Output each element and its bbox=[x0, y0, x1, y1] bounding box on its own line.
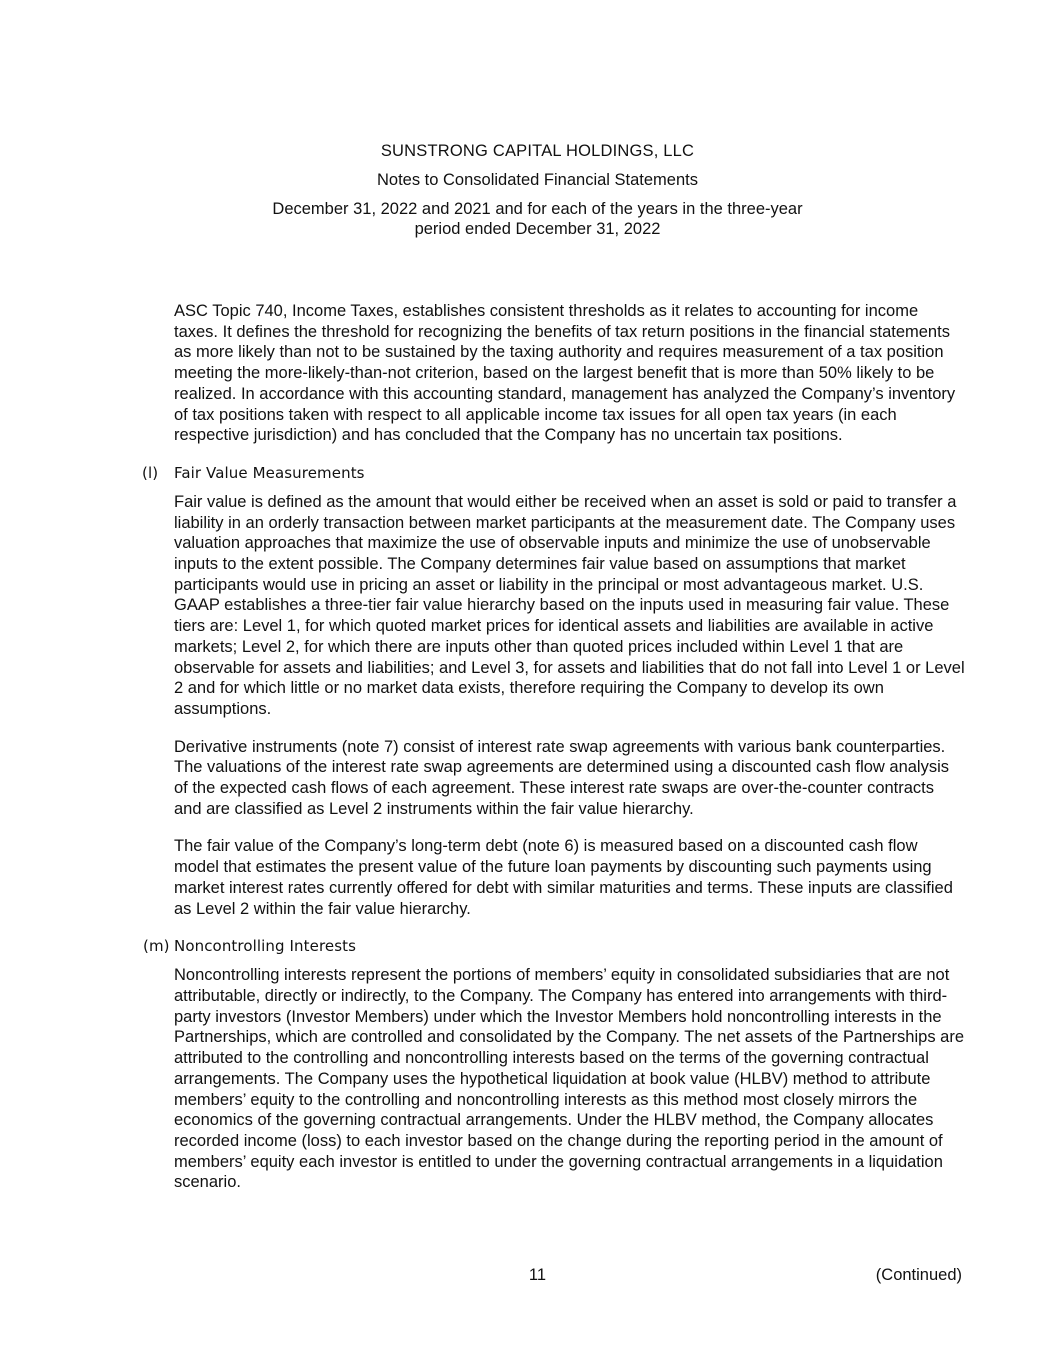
paragraph: Fair value is defined as the amount that would either be received when an asset is sold or paid to transfer a liability in an orderly transaction between market participants at the measurement date. The Company uses valuation approaches that maximize the use of observable inputs and minimize the use of unobservable inputs to the extent possible. The Company determines fair value based on assumptions that market participants would use in pricing an asset or liability in the principal or most advantageous market. U.S. GAAP establishes a three-tier fair value hierarchy based on the inputs used in measuring fair value. These tiers are: Level 1, for which quoted market prices for identical assets and liabilities are available in active markets; Level 2, for which there are inputs other than quoted prices included within Level 1 that are observable for assets and liabilities; and Level 3, for assets and liabilities that do not fall into Level 1 or Level 2 and for which little or no market data exists, therefore requiring the Company to develop its own assumptions. bbox=[174, 492, 965, 718]
reporting-period-line-2: period ended December 31, 2022 bbox=[414, 220, 661, 238]
section-title: Fair Value Measurements bbox=[174, 463, 365, 482]
section-heading bbox=[143, 936, 966, 956]
page-header bbox=[0, 141, 1055, 239]
reporting-period bbox=[0, 199, 1055, 239]
paragraph: Noncontrolling interests represent the portions of members’ equity in consolidated subsidiaries that are not attributable, directly or indirectly, to the Company. The Company has entered into arrangements with third-party investors (Investor Members) under which the Investor Members hold noncontrolling interests in the Partnerships, which are controlled and consolidated by the Company. The net assets of the Partnerships are attributed to the controlling and noncontrolling interests based on the terms of the governing contractual arrangements. The Company uses the hypothetical liquidation at book value (HLBV) method to attribute members’ equity to the controlling and noncontrolling interests as this method most closely mirrors the economics of the governing contractual arrangements. Under the HLBV method, the Company allocates recorded income (loss) to each investor based on the change during the reporting period in the amount of members’ equity each investor is entitled to under the governing contractual arrangements in a liquidation scenario. bbox=[174, 966, 965, 1192]
continued-label: (Continued) bbox=[875, 1266, 962, 1284]
income-taxes-paragraph: ASC Topic 740, Income Taxes, establishes consistent thresholds as it relates to accounting for income taxes. It defines the threshold for recognizing the benefits of tax return positions in the financial statements as more likely than not to be sustained by the taxing authority and requires measurement of a tax position meeting the more-likely-than-not criterion, based on the largest benefit that is more than 50% likely to be realized. In accordance with this accounting standard, management has analyzed the Company’s inventory of tax positions taken with respect to all applicable income tax issues for all open tax years (in each respective jurisdiction) and has concluded that the Company has no uncertain tax positions. bbox=[174, 302, 956, 445]
section-noncontrolling-interests bbox=[143, 936, 966, 1193]
page-number: 11 bbox=[528, 1266, 547, 1284]
paragraph: The fair value of the Company’s long-term debt (note 6) is measured based on a discounted cash flow model that estimates the present value of the future loan payments by discounting such payments using market interest rates currently offered for debt with similar maturities and terms. These inputs are classified as Level 2 within the fair value hierarchy. bbox=[174, 837, 953, 918]
reporting-period-line-1: December 31, 2022 and 2021 and for each of the years in the three-year bbox=[272, 200, 803, 218]
document-body bbox=[142, 301, 966, 1210]
section-marker: (l) bbox=[142, 463, 159, 482]
section-heading bbox=[142, 463, 966, 483]
section-fair-value-measurements bbox=[142, 463, 966, 919]
document-subtitle: Notes to Consolidated Financial Statements bbox=[376, 171, 698, 189]
paragraph: Derivative instruments (note 7) consist of interest rate swap agreements with various bank counterparties. The valuations of the interest rate swap agreements are determined using a discounted cash flow analysis of the expected cash flows of each agreement. These interest rate swaps are over-the-counter contracts and are classified as Level 2 instruments within the fair value hierarchy. bbox=[174, 737, 950, 818]
section-marker: (m) bbox=[143, 937, 170, 956]
company-name: SUNSTRONG CAPITAL HOLDINGS, LLC bbox=[380, 142, 695, 160]
section-title: Noncontrolling Interests bbox=[174, 937, 357, 956]
